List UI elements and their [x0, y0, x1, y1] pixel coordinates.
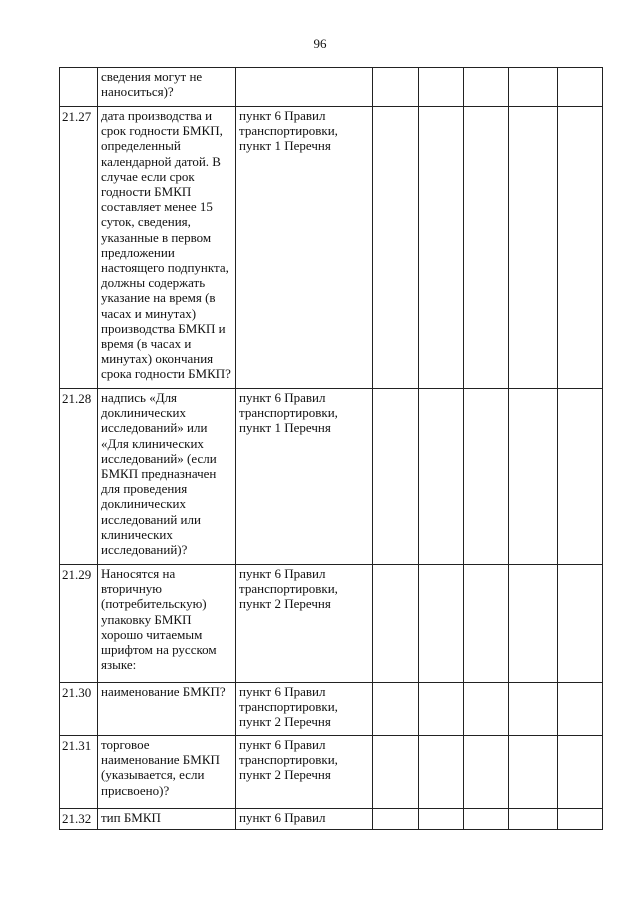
reference-cell: пункт 6 Правил транспортировки, пункт 1 Перечня — [236, 107, 373, 389]
no-cell — [419, 565, 464, 683]
no-cell — [419, 683, 464, 736]
item-number-cell: 21.27 — [60, 107, 98, 389]
not-applicable-cell — [464, 389, 509, 565]
reference-cell: пункт 6 Правил транспортировки, пункт 2 Перечня — [236, 565, 373, 683]
item-number-cell: 21.28 — [60, 389, 98, 565]
table-row — [60, 107, 603, 389]
yes-cell — [373, 809, 419, 830]
yes-cell — [373, 736, 419, 809]
reference-cell — [236, 68, 373, 107]
yes-cell — [373, 683, 419, 736]
note-cell — [558, 565, 603, 683]
question-cell: наименование БМКП? — [98, 683, 236, 736]
table-row — [60, 389, 603, 565]
remark-cell — [509, 736, 558, 809]
question-cell: торговое наименование БМКП (указывается, если присвоено)? — [98, 736, 236, 809]
not-applicable-cell — [464, 809, 509, 830]
table-row — [60, 736, 603, 809]
remark-cell — [509, 68, 558, 107]
no-cell — [419, 389, 464, 565]
no-cell — [419, 107, 464, 389]
table-row — [60, 565, 603, 683]
not-applicable-cell — [464, 68, 509, 107]
question-cell: сведения могут не наноситься)? — [98, 68, 236, 107]
reference-cell: пункт 6 Правил транспортировки, пункт 2 Перечня — [236, 736, 373, 809]
no-cell — [419, 809, 464, 830]
note-cell — [558, 683, 603, 736]
question-cell: Наносятся на вторичную (потребительскую) упаковку БМКП хорошо читаемым шрифтом на русском языке: — [98, 565, 236, 683]
no-cell — [419, 736, 464, 809]
note-cell — [558, 68, 603, 107]
question-cell: тип БМКП — [98, 809, 236, 830]
remark-cell — [509, 809, 558, 830]
not-applicable-cell — [464, 736, 509, 809]
reference-cell: пункт 6 Правил — [236, 809, 373, 830]
reference-cell: пункт 6 Правил транспортировки, пункт 2 Перечня — [236, 683, 373, 736]
remark-cell — [509, 683, 558, 736]
not-applicable-cell — [464, 565, 509, 683]
item-number-cell: 21.30 — [60, 683, 98, 736]
remark-cell — [509, 565, 558, 683]
note-cell — [558, 736, 603, 809]
table-row — [60, 68, 603, 107]
note-cell — [558, 389, 603, 565]
question-cell: надпись «Для доклинических исследований» или «Для клинических исследований» (если БМКП предназначен для проведения доклинических исследований или клинических исследований)? — [98, 389, 236, 565]
page-number: 96 — [313, 36, 327, 51]
checklist-table — [59, 67, 603, 830]
table-row — [60, 809, 603, 830]
question-cell: дата производства и срок годности БМКП, определенный календарной датой. В случае если срок годности БМКП составляет менее 15 суток, сведения, указанные в первом предложении настоящего подпункта, должны содержать указание на время (в часах и минутах) производства БМКП и время (в часах и минутах) окончания срока годности БМКП? — [98, 107, 236, 389]
note-cell — [558, 107, 603, 389]
yes-cell — [373, 389, 419, 565]
note-cell — [558, 809, 603, 830]
yes-cell — [373, 565, 419, 683]
yes-cell — [373, 68, 419, 107]
reference-cell: пункт 6 Правил транспортировки, пункт 1 Перечня — [236, 389, 373, 565]
not-applicable-cell — [464, 107, 509, 389]
remark-cell — [509, 389, 558, 565]
yes-cell — [373, 107, 419, 389]
item-number-cell: 21.31 — [60, 736, 98, 809]
item-number-cell: 21.29 — [60, 565, 98, 683]
remark-cell — [509, 107, 558, 389]
no-cell — [419, 68, 464, 107]
item-number-cell — [60, 68, 98, 107]
table-row — [60, 683, 603, 736]
item-number-cell: 21.32 — [60, 809, 98, 830]
not-applicable-cell — [464, 683, 509, 736]
